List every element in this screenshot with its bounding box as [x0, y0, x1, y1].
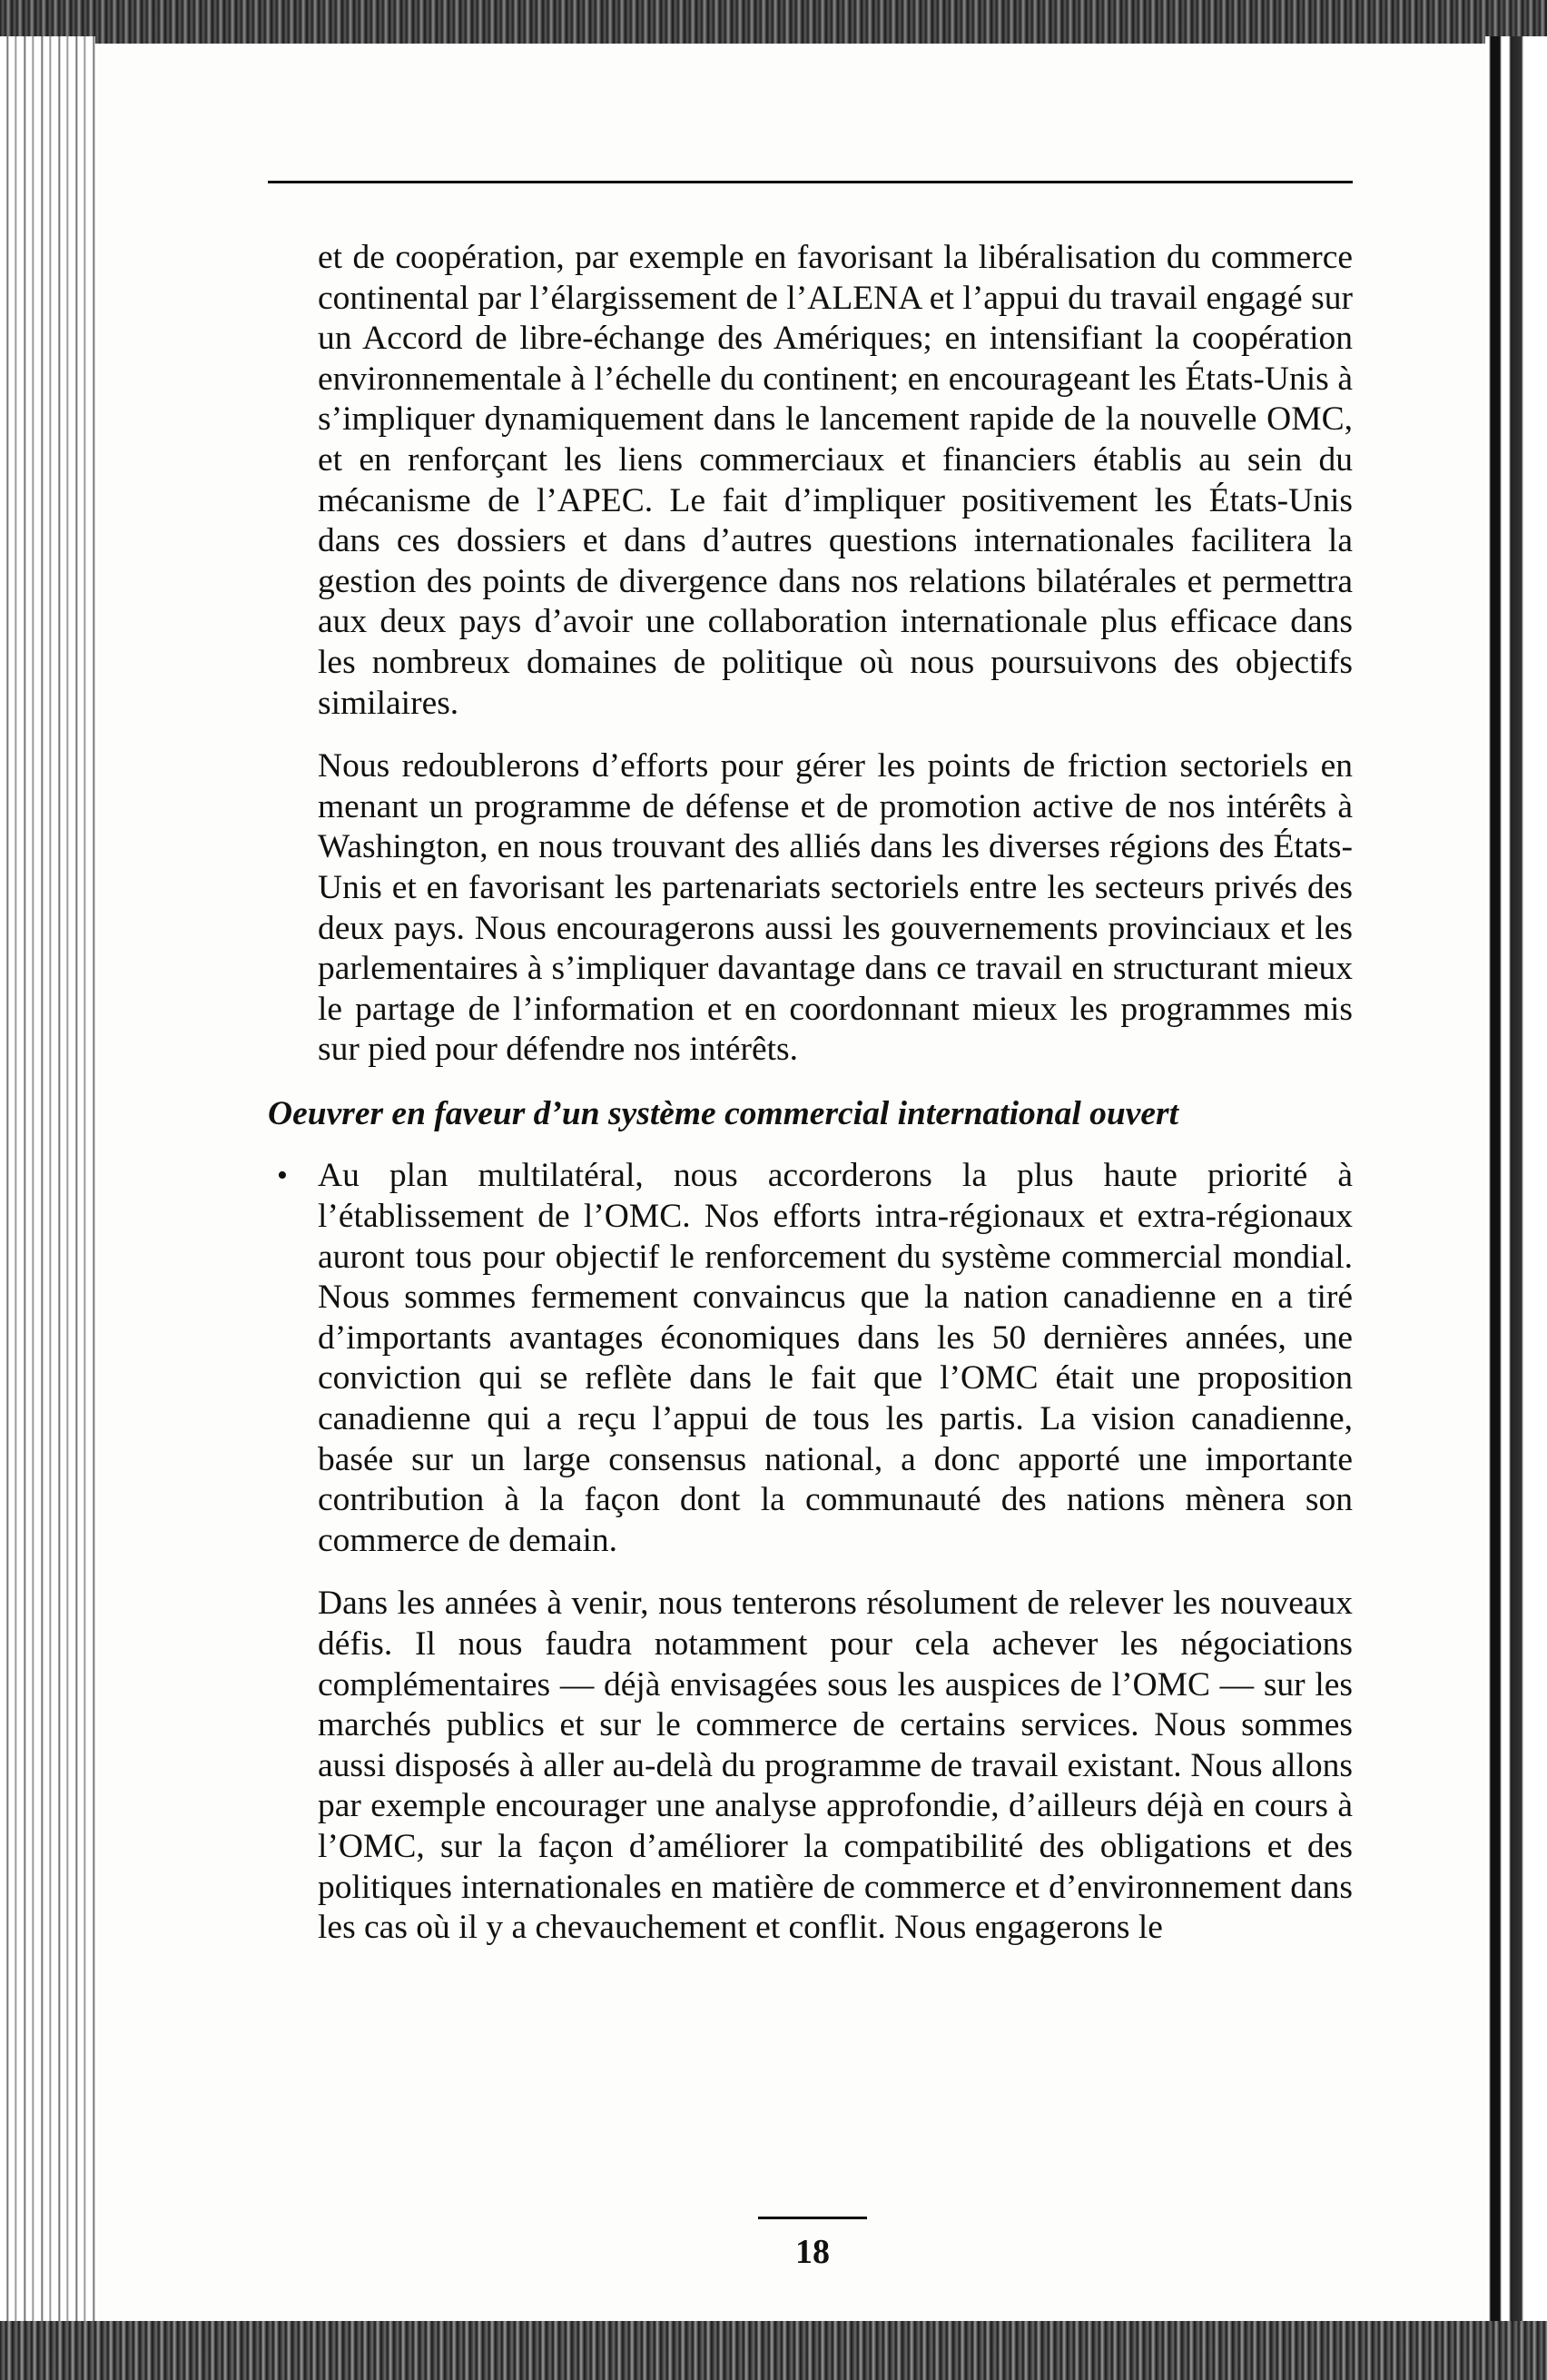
scan-bottom-border — [0, 2321, 1547, 2380]
page-content — [268, 238, 1353, 1949]
footer-rule — [758, 2217, 867, 2219]
section-heading: Oeuvrer en faveur d’un système commercial international ouvert — [268, 1094, 1179, 1132]
bullet-paragraph: Au plan multilatéral, nous accorderons la plus haute priorité à l’établissement de l’OMC. Nos efforts intra-régionaux et extra-régionaux auront tous pour objectif le renforcement du système commercial mondial. Nous sommes fermement convaincus que la nation canadienne en a tiré d’importants avantages économiques dans les 50 dernières années, une conviction qui se reflète dans le fait que l’OMC était une proposition canadienne qui a reçu l’appui de tous les partis. La vision canadienne, basée sur un large consensus national, a donc apporté une importante contribution à la façon dont la communauté des nations mènera son commerce de demain. — [318, 1157, 1353, 1559]
header-rule — [268, 181, 1353, 183]
bullet-icon: • — [277, 1159, 288, 1193]
page-number: 18 — [795, 2233, 830, 2271]
book-binding-edge — [0, 36, 95, 2343]
paragraph-4: Dans les années à venir, nous tenterons résolument de relever les nouveaux défis. Il nous faudra notamment pour cela achever les négociations complémentaires — déjà envisagées sous les auspices de l’OMC — sur les marchés publics et sur le commerce de certains services. Nous sommes aussi disposés à aller au-delà du programme de travail existant. Nous allons par exemple encourager une analyse approfondie, d’ailleurs déjà en cours à l’OMC, sur la façon d’améliorer la compatibilité des obligations et des politiques internationales en matière de commerce et d’environnement dans les cas où il y a chevauchement et conflit. Nous engagerons le — [318, 1585, 1353, 1947]
bullet-item — [277, 1156, 1353, 1948]
book-right-edge — [1485, 36, 1547, 2343]
paragraph-1: et de coopération, par exemple en favorisant la libéralisation du commerce continental par l’élargissement de l’ALENA et l’appui du travail engagé sur un Accord de libre-échange des Amériques; en intensifiant la coopération environnementale à l’échelle du continent; en encourageant les États-Unis à s’impliquer dynamiquement dans le lancement rapide de la nouvelle OMC, et en renforçant les liens commerciaux et financiers établis au sein du mécanisme de l’APEC. Le fait d’impliquer positivement les États-Unis dans ces dossiers et dans d’autres questions internationales facilitera la gestion des points de divergence dans nos relations bilatérales et permettra aux deux pays d’avoir une collaboration internationale plus efficace dans les nombreux domaines de politique où nous poursuivons des objectifs similaires. — [318, 239, 1353, 722]
body-text — [318, 238, 1353, 1071]
paragraph-2: Nous redoublerons d’efforts pour gérer les points de friction sectoriels en menant un programme de défense et de promotion active de nos intérêts à Washington, en nous trouvant des alliés dans les diverses régions des États-Unis et en favorisant les partenariats sectoriels entre les secteurs privés des deux pays. Nous encouragerons aussi les gouvernements provinciaux et les parlementaires à s’impliquer davantage dans ce travail en structurant mieux le partage de l’information et en coordonnant mieux les programmes mis sur pied pour défendre nos intérêts. — [318, 747, 1353, 1069]
